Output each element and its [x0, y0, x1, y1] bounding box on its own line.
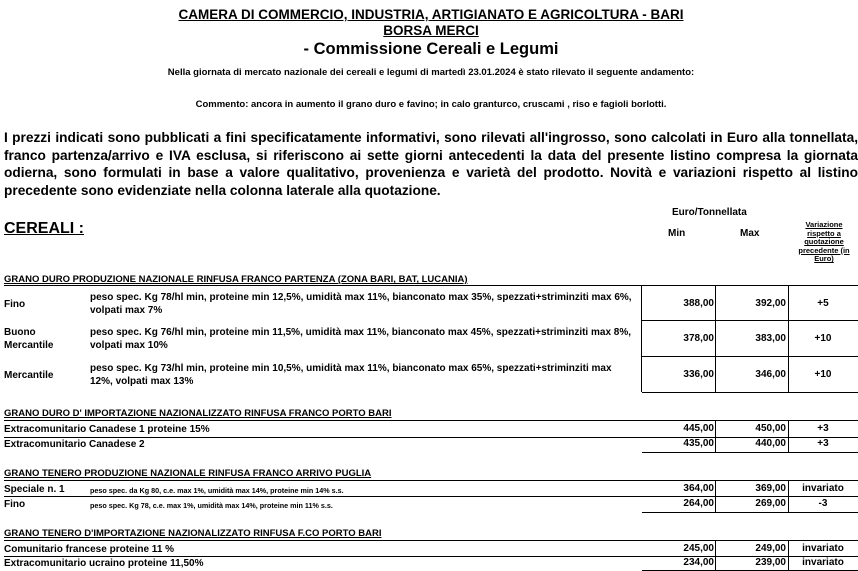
price-max: 239,00 — [755, 557, 786, 568]
column-border — [715, 480, 716, 512]
row-divider — [4, 496, 858, 497]
price-variation: +3 — [817, 423, 829, 434]
row-name: Fino — [4, 299, 26, 310]
row-name: Speciale n. 1 — [4, 484, 65, 495]
price-max: 450,00 — [755, 423, 786, 434]
section-divider — [4, 420, 858, 421]
row-divider — [642, 512, 858, 513]
section-divider — [4, 540, 858, 541]
unit-header: Euro/Tonnellata — [672, 207, 747, 218]
price-min: 364,00 — [683, 483, 714, 494]
price-variation: -3 — [818, 498, 828, 509]
price-min: 234,00 — [683, 557, 714, 568]
column-border — [788, 540, 789, 571]
row-description: peso spec. da Kg 80, c.e. max 1%, umidità max 14%, proteine min 14% s.s. — [90, 486, 344, 495]
row-description: peso spec. Kg 78, c.e. max 1%, umidità max 14%, proteine min 11% s.s. — [90, 501, 333, 510]
price-min: 336,00 — [683, 369, 714, 380]
price-min: 264,00 — [683, 498, 714, 509]
row-divider — [642, 356, 858, 357]
price-variation: +10 — [814, 333, 832, 344]
row-name: Extracomunitario Canadese 2 — [4, 439, 145, 450]
row-name: Extracomunitario ucraino proteine 11,50% — [4, 558, 204, 569]
column-min-header: Min — [668, 228, 686, 239]
row-description: peso spec. Kg 73/hl min, proteine min 10,5%, umidità max 11%, bianconato max 65%, spezzati+striminziti max 12%, volpati max 13% — [90, 363, 612, 387]
row-name: Extracomunitario Canadese 1 proteine 15% — [4, 424, 210, 435]
section-divider — [4, 285, 858, 286]
row-name: Comunitario francese proteine 11 % — [4, 544, 175, 555]
price-min: 378,00 — [683, 333, 714, 344]
market-intro: Nella giornata di mercato nazionale dei cereali e legumi di martedì 23.01.2024 è stato rilevato il seguente andamento: — [167, 67, 695, 78]
market-comment: Commento: ancora in aumento il grano duro e favino; in calo granturco, cruscami , riso e fagioli borlotti. — [195, 99, 667, 110]
column-max-header: Max — [740, 228, 760, 239]
column-border — [788, 480, 789, 512]
price-max: 346,00 — [755, 369, 786, 380]
price-max: 392,00 — [755, 298, 786, 309]
category-heading: CEREALI : — [4, 220, 84, 237]
price-min: 435,00 — [683, 438, 714, 449]
price-max: 269,00 — [755, 498, 786, 509]
column-border — [641, 286, 642, 392]
price-min: 445,00 — [683, 423, 714, 434]
price-variation: invariato — [802, 557, 844, 568]
section-title: GRANO DURO PRODUZIONE NAZIONALE RINFUSA FRANCO PARTENZA (ZONA BARI, BAT, LUCANIA) — [4, 274, 468, 285]
row-divider — [642, 320, 858, 321]
price-max: 369,00 — [755, 483, 786, 494]
section-title: GRANO TENERO PRODUZIONE NAZIONALE RINFUSA FRANCO ARRIVO PUGLIA — [4, 468, 372, 479]
section-divider — [4, 480, 858, 481]
disclaimer-paragraph: I prezzi indicati sono pubblicati a fini specificatamente informativi, sono rilevati all'ingrosso, sono calcolati in Euro alla tonnellata, franco partenza/arrivo e IVA esclusa, si riferiscono ai sette giorni antecedenti la data del presente listino compresa la giornata odierna, sono formulati in base a valore qualitativo, provenienza e varietà del prodotto. Novità e variazioni rispetto al listino precedente sono evidenziate nella colonna laterale alla quotazione. — [4, 130, 858, 198]
row-divider — [642, 392, 858, 393]
section-title: GRANO DURO D' IMPORTAZIONE NAZIONALIZZATO RINFUSA FRANCO PORTO BARI — [4, 408, 392, 419]
row-name: Buono Mercantile — [4, 327, 54, 351]
column-variation-header: Variazione rispetto a quotazione precedente (in Euro) — [798, 220, 850, 264]
chamber-title: CAMERA DI COMMERCIO, INDUSTRIA, ARTIGIANATO E AGRICOLTURA - BARI — [178, 7, 684, 22]
row-divider — [642, 452, 858, 453]
price-variation: +5 — [817, 298, 829, 309]
price-min: 388,00 — [683, 298, 714, 309]
price-variation: invariato — [802, 543, 844, 554]
row-name: Mercantile — [4, 370, 54, 381]
price-max: 249,00 — [755, 543, 786, 554]
price-variation: +10 — [814, 369, 832, 380]
column-border — [715, 286, 716, 392]
column-border — [715, 420, 716, 452]
commission-title: - Commissione Cereali e Legumi — [303, 40, 559, 58]
price-variation: +3 — [817, 438, 829, 449]
price-max: 383,00 — [755, 333, 786, 344]
row-description: peso spec. Kg 76/hl min, proteine min 11,5%, umidità max 11%, bianconato max 45%, spezzati+striminziti max 8%, volpati max 10% — [90, 327, 632, 351]
price-max: 440,00 — [755, 438, 786, 449]
price-variation: invariato — [802, 483, 844, 494]
column-border — [715, 540, 716, 571]
exchange-title: BORSA MERCI — [383, 23, 479, 38]
row-name: Fino — [4, 499, 26, 510]
section-title: GRANO TENERO D'IMPORTAZIONE NAZIONALIZZATO RINFUSA F.CO PORTO BARI — [4, 528, 382, 539]
row-description: peso spec. Kg 78/hl min, proteine min 12,5%, umidità max 11%, bianconato max 35%, spezzati+striminziti max 6%, volpati max 7% — [90, 292, 632, 316]
price-min: 245,00 — [683, 543, 714, 554]
column-border — [788, 286, 789, 392]
column-border — [788, 420, 789, 452]
